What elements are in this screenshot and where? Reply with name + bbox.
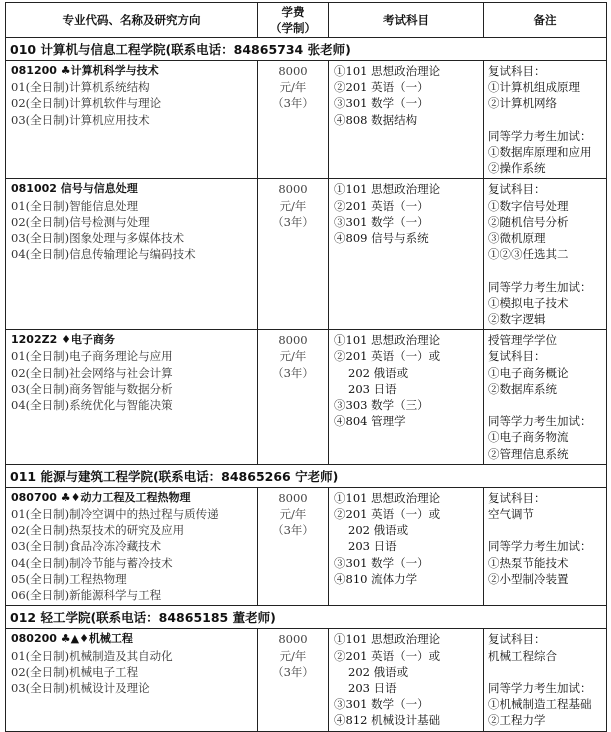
major-name: 081002 信号与信息处理 bbox=[11, 182, 138, 196]
tuition-line: 元/年 bbox=[279, 80, 307, 95]
remarks-cell bbox=[484, 61, 607, 179]
tuition-line: 8000 bbox=[278, 632, 308, 647]
exam-subjects-cell bbox=[329, 330, 484, 465]
remark-line: 同等学力考生加试： bbox=[488, 680, 592, 695]
exam-subjects-cell bbox=[329, 487, 484, 605]
research-direction: 03(全日制)机械设计及理论 bbox=[11, 680, 150, 695]
remark-line: ①机械制造工程基础 bbox=[488, 697, 592, 712]
remark-line: ①数字信号处理 bbox=[488, 198, 569, 213]
tuition-cell bbox=[258, 487, 329, 605]
header-tuition-line1: 学费 bbox=[281, 5, 305, 19]
tuition-line: 8000 bbox=[278, 333, 308, 348]
header-remarks: 备注 bbox=[484, 3, 607, 38]
college-row bbox=[6, 464, 607, 487]
research-direction: 04(全日制)系统优化与智能决策 bbox=[11, 398, 173, 413]
exam-subjects-cell bbox=[329, 61, 484, 179]
research-direction: 01(全日制)机械制造及其自动化 bbox=[11, 648, 173, 663]
tuition-line: （3年） bbox=[272, 664, 314, 679]
remark-line bbox=[488, 664, 604, 680]
exam-subject: ①101 思想政治理论 bbox=[334, 333, 441, 348]
tuition-cell bbox=[258, 629, 329, 731]
remark-line bbox=[488, 262, 604, 278]
research-direction: 02(全日制)热泵技术的研究及应用 bbox=[11, 523, 185, 538]
major-cell bbox=[6, 629, 258, 731]
remark-line: ①模拟电子技术 bbox=[488, 295, 569, 310]
major-name: 081200 ♣计算机科学与技术 bbox=[11, 64, 159, 77]
remark-line: ①电子商务物流 bbox=[488, 430, 569, 445]
remark-line: 同等学力考生加试： bbox=[488, 128, 592, 143]
remark-line bbox=[488, 112, 604, 128]
college-title: 011 能源与建筑工程学院(联系电话：84865266 宁老师) bbox=[6, 464, 607, 487]
tuition-line: （3年） bbox=[272, 365, 314, 380]
major-name: 080700 ♣♦动力工程及工程热物理 bbox=[11, 490, 191, 504]
remark-line: 机械工程综合 bbox=[488, 648, 557, 663]
exam-subject: ①101 思想政治理论 bbox=[334, 64, 441, 78]
remark-line: 复试科目： bbox=[488, 632, 546, 647]
research-direction: 01(全日制)电子商务理论与应用 bbox=[11, 349, 173, 364]
exam-subject: ③301 数学（一） bbox=[334, 214, 429, 229]
tuition-line: 8000 bbox=[278, 182, 308, 197]
major-name: 080200 ♣▲♦机械工程 bbox=[11, 632, 133, 646]
research-direction: 01(全日制)计算机系统结构 bbox=[11, 80, 150, 95]
exam-subject: ③301 数学（一） bbox=[334, 555, 429, 570]
research-direction: 05(全日制)工程热物理 bbox=[11, 571, 127, 586]
research-direction: 02(全日制)社会网络与社会计算 bbox=[11, 365, 173, 380]
tuition-line: 元/年 bbox=[279, 198, 307, 213]
college-row bbox=[6, 38, 607, 61]
admissions-catalog bbox=[5, 2, 606, 732]
exam-subject: ③301 数学（一） bbox=[334, 96, 429, 111]
exam-subject: 203 日语 bbox=[348, 539, 397, 554]
table-body bbox=[6, 38, 607, 732]
major-row bbox=[6, 61, 607, 179]
exam-subject: ②201 英语（一）或 bbox=[334, 507, 441, 522]
research-direction: 01(全日制)智能信息处理 bbox=[11, 198, 139, 213]
remark-line: ③微机原理 bbox=[488, 231, 546, 246]
remark-line: ①计算机组成原理 bbox=[488, 80, 580, 95]
exam-subject: ①101 思想政治理论 bbox=[334, 632, 441, 647]
remark-line: ①②③任选其二 bbox=[488, 247, 569, 262]
remarks-cell bbox=[484, 179, 607, 330]
exam-subject: 202 俄语或 bbox=[348, 523, 409, 538]
exam-subject: ④809 信号与系统 bbox=[334, 231, 429, 246]
remark-line bbox=[488, 397, 604, 413]
header-tuition bbox=[258, 3, 329, 38]
remark-line: 同等学力考生加试： bbox=[488, 539, 592, 554]
major-row bbox=[6, 487, 607, 605]
research-direction: 02(全日制)机械电子工程 bbox=[11, 664, 139, 679]
exam-subject: ③301 数学（一） bbox=[334, 697, 429, 712]
college-title: 010 计算机与信息工程学院(联系电话：84865734 张老师) bbox=[6, 38, 607, 61]
exam-subject: 202 俄语或 bbox=[348, 365, 409, 380]
remark-line: ②数据库系统 bbox=[488, 381, 557, 396]
exam-subjects-cell bbox=[329, 179, 484, 330]
tuition-line: 8000 bbox=[278, 490, 308, 505]
remark-line: ②操作系统 bbox=[488, 161, 546, 176]
exam-subject: 203 日语 bbox=[348, 381, 397, 396]
research-direction: 01(全日制)制冷空调中的热过程与质传递 bbox=[11, 507, 219, 522]
exam-subject: ④808 数据结构 bbox=[334, 112, 418, 127]
research-direction: 03(全日制)食品冷冻冷藏技术 bbox=[11, 539, 162, 554]
remark-line: ②管理信息系统 bbox=[488, 446, 569, 461]
remark-line: 复试科目： bbox=[488, 490, 546, 505]
tuition-line: （3年） bbox=[272, 96, 314, 111]
exam-subject: ④810 流体力学 bbox=[334, 571, 418, 586]
remark-line: ②数字逻辑 bbox=[488, 312, 546, 327]
exam-subject: 202 俄语或 bbox=[348, 664, 409, 679]
tuition-line: （3年） bbox=[272, 523, 314, 538]
exam-subject: 203 日语 bbox=[348, 680, 397, 695]
tuition-cell bbox=[258, 179, 329, 330]
research-direction: 03(全日制)计算机应用技术 bbox=[11, 112, 150, 127]
tuition-cell bbox=[258, 61, 329, 179]
tuition-line: 元/年 bbox=[279, 507, 307, 522]
college-title: 012 轻工学院(联系电话：84865185 董老师) bbox=[6, 606, 607, 629]
research-direction: 03(全日制)商务智能与数据分析 bbox=[11, 381, 173, 396]
exam-subject: ②201 英语（一）或 bbox=[334, 349, 441, 364]
exam-subject: ④804 管理学 bbox=[334, 414, 406, 429]
remark-line: 空气调节 bbox=[488, 507, 534, 522]
major-cell bbox=[6, 487, 258, 605]
remarks-cell bbox=[484, 487, 607, 605]
remark-line: ②随机信号分析 bbox=[488, 214, 569, 229]
remarks-cell bbox=[484, 330, 607, 465]
remark-line: 同等学力考生加试： bbox=[488, 279, 592, 294]
major-row bbox=[6, 330, 607, 465]
remark-line: 复试科目： bbox=[488, 349, 546, 364]
remark-line: 复试科目： bbox=[488, 182, 546, 197]
remark-line: ①热泵节能技术 bbox=[488, 555, 569, 570]
exam-subject: ②201 英语（一） bbox=[334, 80, 429, 95]
header-exam-subjects: 考试科目 bbox=[329, 3, 484, 38]
research-direction: 02(全日制)计算机软件与理论 bbox=[11, 96, 162, 111]
remark-line: ①数据库原理和应用 bbox=[488, 145, 592, 160]
major-cell bbox=[6, 61, 258, 179]
remarks-cell bbox=[484, 629, 607, 731]
research-direction: 04(全日制)制冷节能与蓄冷技术 bbox=[11, 555, 173, 570]
exam-subject: ①101 思想政治理论 bbox=[334, 182, 441, 197]
research-direction: 02(全日制)信号检测与处理 bbox=[11, 214, 150, 229]
exam-subject: ③303 数学（三） bbox=[334, 398, 429, 413]
remark-line bbox=[488, 522, 604, 538]
major-row bbox=[6, 179, 607, 330]
tuition-line: （3年） bbox=[272, 214, 314, 229]
remark-line: ②小型制冷装置 bbox=[488, 571, 569, 586]
exam-subject: ④812 机械设计基础 bbox=[334, 713, 441, 728]
tuition-line: 元/年 bbox=[279, 349, 307, 364]
major-name: 1202Z2 ♦电子商务 bbox=[11, 333, 115, 347]
major-row bbox=[6, 629, 607, 731]
remark-line: ②工程力学 bbox=[488, 713, 546, 728]
exam-subjects-cell bbox=[329, 629, 484, 731]
remark-line: 授管理学学位 bbox=[488, 333, 557, 348]
remark-line: ②计算机网络 bbox=[488, 96, 557, 111]
exam-subject: ②201 英语（一） bbox=[334, 198, 429, 213]
program-table bbox=[5, 2, 607, 732]
research-direction: 04(全日制)信息传输理论与编码技术 bbox=[11, 247, 196, 262]
exam-subject: ①101 思想政治理论 bbox=[334, 490, 441, 505]
header-major-code: 专业代码、名称及研究方向 bbox=[6, 3, 258, 38]
remark-line: 同等学力考生加试： bbox=[488, 414, 592, 429]
remark-line: 复试科目： bbox=[488, 64, 546, 78]
research-direction: 06(全日制)新能源科学与工程 bbox=[11, 588, 162, 603]
table-header-row bbox=[6, 3, 607, 38]
tuition-line: 元/年 bbox=[279, 648, 307, 663]
major-cell bbox=[6, 179, 258, 330]
major-cell bbox=[6, 330, 258, 465]
header-tuition-line2: （学制） bbox=[270, 21, 316, 35]
remark-line: ①电子商务概论 bbox=[488, 365, 569, 380]
research-direction: 03(全日制)图象处理与多媒体技术 bbox=[11, 231, 185, 246]
exam-subject: ②201 英语（一）或 bbox=[334, 648, 441, 663]
tuition-line: 8000 bbox=[278, 64, 308, 78]
college-row bbox=[6, 606, 607, 629]
tuition-cell bbox=[258, 330, 329, 465]
